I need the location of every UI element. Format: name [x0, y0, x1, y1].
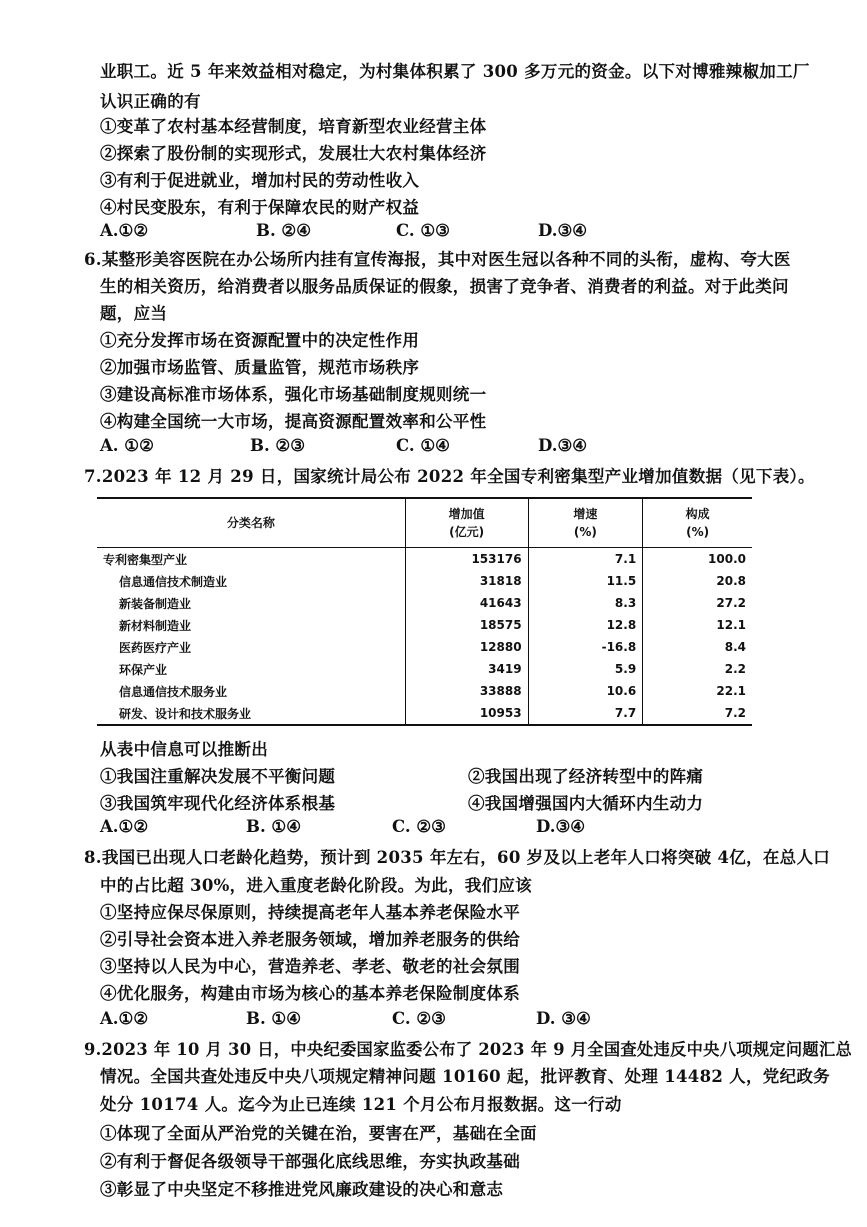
table-cell-category: 研发、设计和技术服务业: [97, 702, 405, 725]
table-row: [97, 548, 752, 571]
q7-stem: 7.2023 年 12 月 29 日，国家统计局公布 2022 年全国专利密集型产业增加值数据（见下表）。: [84, 467, 815, 486]
option-d: D.③④: [538, 221, 588, 240]
q6-stem-line: 生的相关资历，给消费者以服务品质保证的假象，损害了竞争者、消费者的利益。对于此类问: [100, 277, 789, 296]
option-c: C. ①③: [396, 221, 450, 240]
table-cell-value: 153176: [405, 548, 528, 571]
table-cell-share: 27.2: [643, 592, 752, 614]
option-c: C. ①④: [396, 436, 450, 455]
q8-stem-line: 8.我国已出现人口老龄化趋势，预计到 2035 年左右，60 岁及以上老年人口将突破 4亿，在总人口: [84, 848, 831, 867]
table-cell-share: 20.8: [643, 570, 752, 592]
q9-choice: ②有利于督促各级领导干部强化底线思维，夯实执政基础: [100, 1152, 520, 1171]
option-c: C. ②③: [392, 1009, 446, 1028]
table-row: [97, 680, 752, 702]
table-header-growth: 增速 (%): [528, 498, 643, 548]
q6-choice: ②加强市场监管、质量监管，规范市场秩序: [100, 358, 420, 377]
option-b: B. ②③: [250, 436, 306, 455]
q9-stem-line: 处分 10174 人。迄今为止已连续 121 个月公布月报数据。这一行动: [100, 1095, 622, 1114]
option-a: A.①②: [100, 1009, 149, 1028]
q9-stem-line: 情况。全国共查处违反中央八项规定精神问题 10160 起，批评教育、处理 14482 人，党纪政务: [100, 1067, 830, 1086]
q6-stem-line: 题，应当: [100, 304, 168, 323]
table-cell-value: 3419: [405, 658, 528, 680]
q8-choice: ①坚持应保尽保原则，持续提高老年人基本养老保险水平: [100, 903, 520, 922]
table-cell-share: 7.2: [643, 702, 752, 725]
table-header-row: [97, 498, 752, 548]
table-row: [97, 614, 752, 636]
q8-choice: ④优化服务，构建由市场为核心的基本养老保险制度体系: [100, 984, 520, 1003]
option-d: D.③④: [536, 817, 586, 836]
patent-industry-table: [97, 497, 752, 726]
table-cell-growth: 8.3: [528, 592, 643, 614]
q5-choice: ②探索了股份制的实现形式，发展壮大农村集体经济: [100, 144, 487, 163]
q7-choice: ①我国注重解决发展不平衡问题: [100, 767, 336, 786]
table-cell-value: 31818: [405, 570, 528, 592]
table-cell-share: 8.4: [643, 636, 752, 658]
table-cell-value: 33888: [405, 680, 528, 702]
table-cell-value: 10953: [405, 702, 528, 725]
q5-stem-line: 认识正确的有: [100, 92, 201, 111]
option-d: D.③④: [538, 436, 588, 455]
table-cell-value: 12880: [405, 636, 528, 658]
q5-stem-line: 业职工。近 5 年来效益相对稳定，为村集体积累了 300 多万元的资金。以下对博雅辣椒加工厂: [100, 62, 810, 81]
table-cell-share: 22.1: [643, 680, 752, 702]
q9-choice: ③彰显了中央坚定不移推进党风廉政建设的决心和意志: [100, 1180, 504, 1199]
table-row: [97, 592, 752, 614]
q6-choice: ④构建全国统一大市场，提高资源配置效率和公平性: [100, 412, 487, 431]
q5-choice: ①变革了农村基本经营制度，培育新型农业经营主体: [100, 117, 487, 136]
table-cell-share: 2.2: [643, 658, 752, 680]
table-row: [97, 658, 752, 680]
q6-stem-line: 6.某整形美容医院在办公场所内挂有宣传海报，其中对医生冠以各种不同的头衔，虚构、夸大医: [84, 250, 791, 269]
option-b: B. ①④: [246, 1009, 302, 1028]
option-a: A.①②: [100, 221, 149, 240]
q8-stem-line: 中的占比超 30%，进入重度老龄化阶段。为此，我们应该: [100, 876, 532, 895]
table-cell-category: 信息通信技术制造业: [119, 574, 228, 589]
q7-choice: ②我国出现了经济转型中的阵痛: [468, 767, 704, 786]
option-c: C. ②③: [392, 817, 446, 836]
option-b: B. ①④: [246, 817, 302, 836]
table-row: [97, 702, 752, 725]
table-cell-value: 18575: [405, 614, 528, 636]
table-cell-growth: 7.7: [528, 702, 643, 725]
table-cell-category: 环保产业: [119, 662, 168, 677]
table-cell-growth: 11.5: [528, 570, 643, 592]
table-cell-category: 新材料制造业: [119, 618, 192, 633]
table-cell-growth: 5.9: [528, 658, 643, 680]
table-cell-share: 12.1: [643, 614, 752, 636]
q7-prompt: 从表中信息可以推断出: [100, 740, 268, 759]
option-a: A.①②: [100, 817, 149, 836]
q9-stem-line: 9.2023 年 10 月 30 日，中央纪委国家监委公布了 2023 年 9 月全国查处违反中央八项规定问题汇总: [84, 1040, 853, 1059]
table-header-share: 构成 (%): [643, 498, 752, 548]
table-cell-category: 信息通信技术服务业: [119, 684, 228, 699]
q6-choice: ③建设高标准市场体系，强化市场基础制度规则统一: [100, 385, 487, 404]
q6-choice: ①充分发挥市场在资源配置中的决定性作用: [100, 331, 420, 350]
table-cell-category: 专利密集型产业: [103, 552, 188, 567]
q7-choice: ③我国筑牢现代化经济体系根基: [100, 794, 336, 813]
q7-choice: ④我国增强国内大循环内生动力: [468, 794, 704, 813]
table-header-value: 增加值 (亿元): [405, 498, 528, 548]
q8-choice: ③坚持以人民为中心，营造养老、孝老、敬老的社会氛围: [100, 957, 520, 976]
q9-choice: ①体现了全面从严治党的关键在治，要害在严，基础在全面: [100, 1124, 537, 1143]
option-d: D. ③④: [536, 1009, 591, 1028]
table-cell-value: 41643: [405, 592, 528, 614]
table-cell-growth: 7.1: [528, 548, 643, 571]
table-row: [97, 636, 752, 658]
q5-choice: ④村民变股东，有利于保障农民的财产权益: [100, 198, 420, 217]
table-cell-category: 医药医疗产业: [119, 640, 192, 655]
table-cell-growth: 10.6: [528, 680, 643, 702]
table-cell-growth: 12.8: [528, 614, 643, 636]
option-b: B. ②④: [256, 221, 312, 240]
table-cell-growth: -16.8: [528, 636, 643, 658]
q8-choice: ②引导社会资本进入养老服务领域，增加养老服务的供给: [100, 930, 520, 949]
table-cell-share: 100.0: [643, 548, 752, 571]
option-a: A. ①②: [100, 436, 154, 455]
q5-choice: ③有利于促进就业，增加村民的劳动性收入: [100, 171, 420, 190]
table-header-category: 分类名称: [97, 498, 405, 548]
table-row: [97, 570, 752, 592]
table-cell-category: 新装备制造业: [119, 596, 192, 611]
